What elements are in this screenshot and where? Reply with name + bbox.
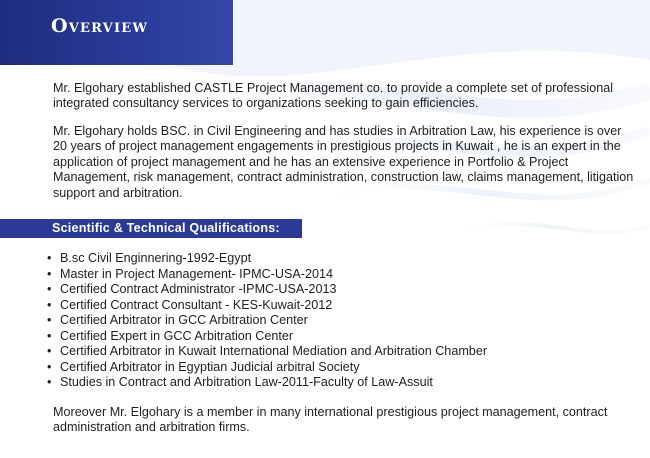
bullet-icon: • — [47, 251, 52, 265]
list-item — [47, 344, 487, 360]
list-item-text: Master in Project Management- IPMC-USA-2014 — [60, 266, 333, 281]
list-item — [47, 329, 487, 345]
list-item — [47, 251, 487, 267]
intro-paragraph-2: Mr. Elgohary holds BSC. in Civil Engineering and has studies in Arbitration Law, his experience is over 20 years of project management engagements in prestigious projects in Kuwait , he is an expert in the application of project management and he has an extensive experience in Portfolio & Project Management, risk management, contract administration, construction law, claims management, litigation support and arbitration. — [53, 124, 634, 200]
bullet-icon: • — [47, 375, 52, 389]
closing-paragraph: Moreover Mr. Elgohary is a member in many international prestigious project management, contract administration and arbitration firms. — [53, 405, 608, 435]
list-item-text: Certified Contract Administrator -IPMC-USA-2013 — [60, 282, 337, 296]
bullet-icon: • — [47, 282, 52, 296]
list-item — [47, 298, 487, 314]
bullet-icon: • — [47, 313, 52, 327]
list-item-text: Certified Expert in GCC Arbitration Center — [60, 328, 294, 343]
list-item-text: Certified Arbitrator in Kuwait International Mediation and Arbitration Chamber — [60, 344, 488, 358]
bullet-icon: • — [47, 344, 52, 358]
list-item-text: Certified Arbitrator in GCC Arbitration Center — [60, 313, 308, 327]
intro-paragraph-1: Mr. Elgohary established CASTLE Project Management co. to provide a complete set of professional integrated consultancy services to organizations seeking to gain efficiencies. — [53, 81, 614, 111]
list-item-text: B.sc Civil Enginnering-1992-Egypt — [60, 251, 252, 265]
list-item — [47, 282, 487, 298]
bullet-icon: • — [47, 359, 52, 374]
qualifications-heading: Scientific & Technical Qualifications: — [52, 221, 280, 235]
list-item-text: Certified Arbitrator in Egyptian Judicial arbitral Society — [60, 359, 360, 374]
bullet-icon: • — [47, 266, 52, 281]
list-item-text: Certified Contract Consultant - KES-Kuwait-2012 — [60, 297, 333, 312]
page-title: Overview — [51, 15, 149, 37]
title-banner — [0, 0, 233, 65]
qualifications-heading-bar — [0, 219, 302, 238]
list-item — [47, 313, 487, 329]
list-item-text: Studies in Contract and Arbitration Law-2011-Faculty of Law-Assuit — [60, 375, 433, 389]
bullet-icon: • — [47, 328, 52, 343]
bullet-icon: • — [47, 297, 52, 312]
list-item — [47, 267, 487, 283]
list-item — [47, 375, 487, 391]
qualifications-list — [47, 251, 487, 391]
list-item — [47, 360, 487, 376]
